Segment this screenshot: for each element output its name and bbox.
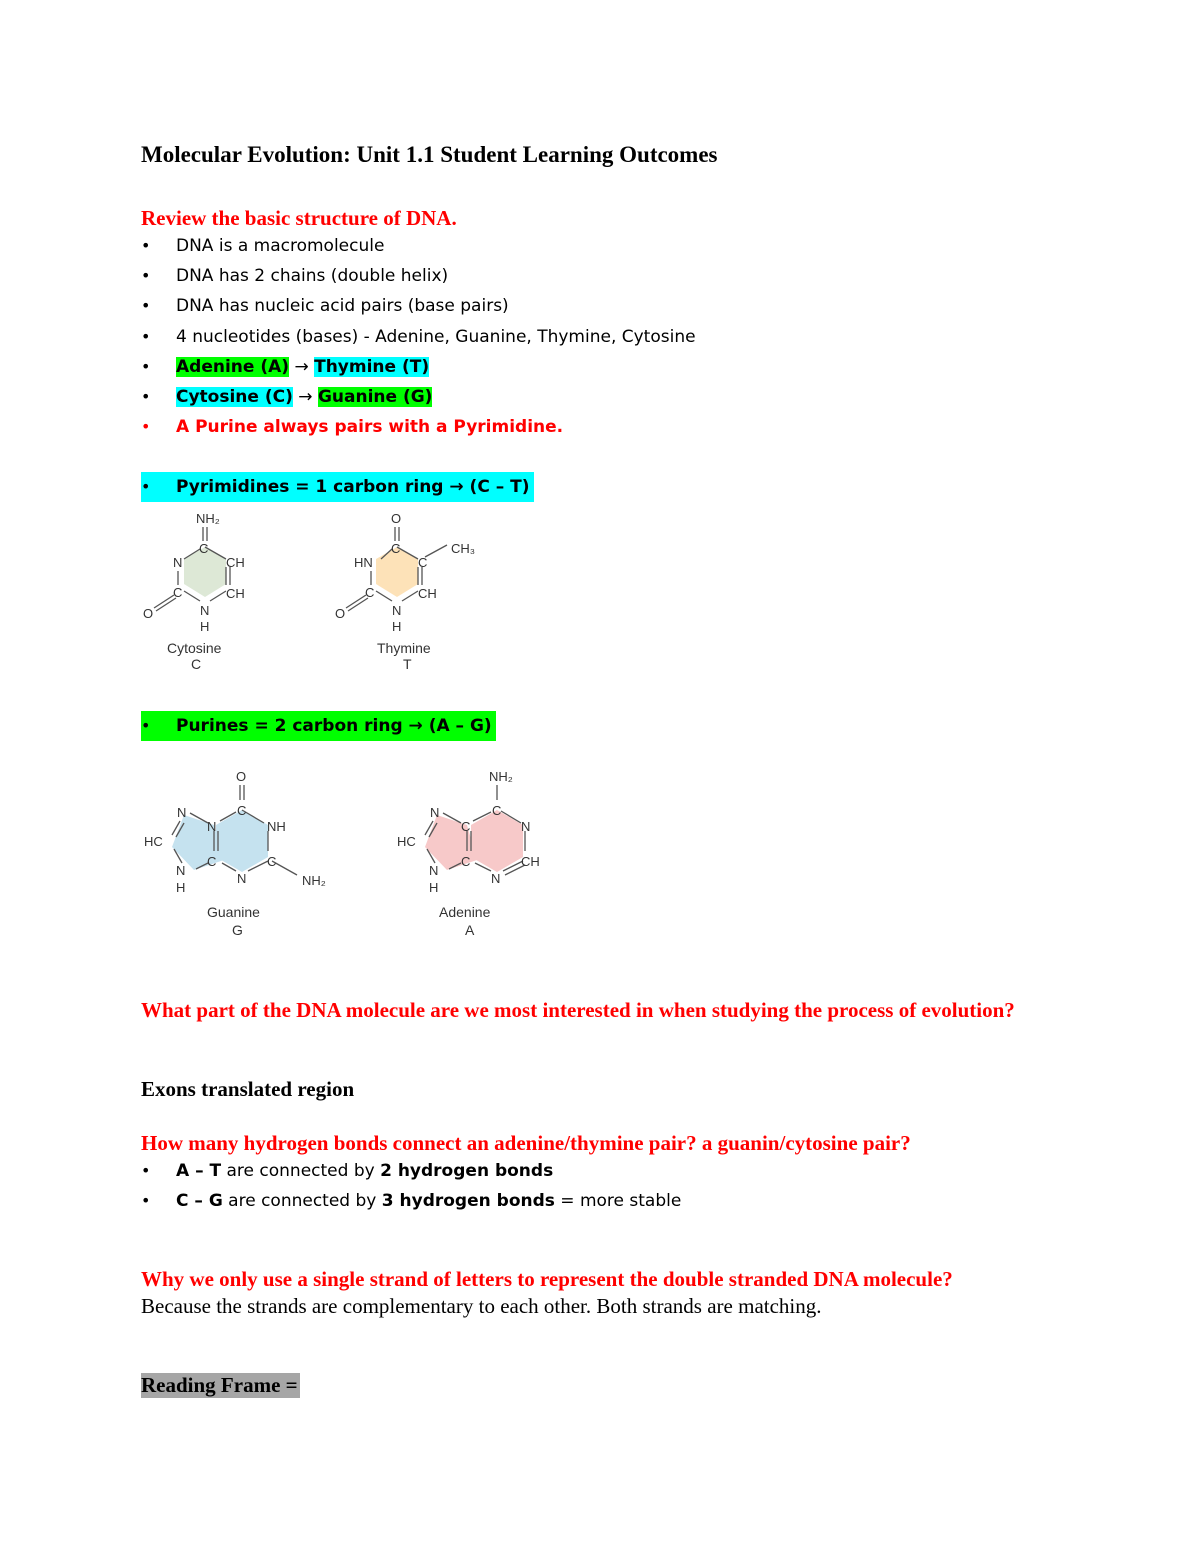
svg-text:C: C xyxy=(365,585,375,600)
svg-text:N: N xyxy=(200,603,210,618)
molecule-letter: T xyxy=(403,656,412,672)
list-item: • A – T are connected by 2 hydrogen bonds xyxy=(141,1156,681,1186)
purines-list xyxy=(141,711,496,741)
molecule-letter: C xyxy=(191,656,202,672)
hydrogen-bonds-list xyxy=(141,1156,681,1216)
svg-text:O: O xyxy=(236,769,247,784)
svg-text:N: N xyxy=(176,863,186,878)
svg-text:N: N xyxy=(207,819,217,834)
molecule-name: Adenine xyxy=(439,904,491,920)
answer-complementary: Because the strands are complementary to each other. Both strands are matching. xyxy=(141,1294,822,1318)
svg-text:H: H xyxy=(392,619,402,634)
svg-text:NH₂: NH₂ xyxy=(489,769,513,784)
bullet-icon: • xyxy=(141,477,151,496)
list-item-rule: • A Purine always pairs with a Pyrimidine. xyxy=(141,412,696,442)
molecule-letter: A xyxy=(465,922,475,938)
svg-text:N: N xyxy=(173,555,183,570)
molecule-name: Thymine xyxy=(377,640,431,656)
svg-text:C: C xyxy=(199,541,209,556)
question-single-strand: Why we only use a single strand of letters to represent the double stranded DNA molecule? xyxy=(141,1267,953,1291)
molecule-name: Guanine xyxy=(207,904,260,920)
bullet-icon: • xyxy=(141,417,151,437)
svg-text:H: H xyxy=(200,619,210,634)
svg-text:H: H xyxy=(429,880,439,895)
arrow-icon: → xyxy=(298,386,313,407)
svg-text:NH₂: NH₂ xyxy=(196,511,220,526)
svg-text:CH₃: CH₃ xyxy=(451,541,476,556)
bullet-icon: • xyxy=(141,236,151,255)
svg-text:O: O xyxy=(391,511,402,526)
svg-text:C: C xyxy=(418,555,428,570)
guanine-highlight: Guanine (G) xyxy=(317,386,433,407)
section-heading-dna-structure: Review the basic structure of DNA. xyxy=(141,206,457,230)
svg-text:NH₂: NH₂ xyxy=(302,873,326,888)
pyrimidines-list xyxy=(141,472,534,502)
list-item: • DNA has 2 chains (double helix) xyxy=(141,261,696,291)
svg-text:O: O xyxy=(335,606,346,621)
svg-text:C: C xyxy=(461,819,471,834)
svg-text:CH: CH xyxy=(226,555,245,570)
svg-text:N: N xyxy=(429,863,439,878)
question-evolution: What part of the DNA molecule are we most interested in when studying the process of evolution? xyxy=(141,998,1015,1022)
list-item: • DNA is a macromolecule xyxy=(141,231,696,261)
dna-structure-list xyxy=(141,231,696,442)
svg-text:C: C xyxy=(461,854,471,869)
adenine-highlight: Adenine (A) xyxy=(176,356,290,377)
question-hydrogen-bonds: How many hydrogen bonds connect an adenine/thymine pair? a guanin/cytosine pair? xyxy=(141,1131,911,1155)
cytosine-highlight: Cytosine (C) xyxy=(176,386,293,407)
list-item-pyrimidines: • Pyrimidines = 1 carbon ring → (C – T) xyxy=(141,472,534,502)
svg-text:CH: CH xyxy=(226,586,245,601)
svg-text:C: C xyxy=(492,803,502,818)
cytosine-structure xyxy=(138,505,268,675)
svg-text:N: N xyxy=(430,805,440,820)
svg-text:C: C xyxy=(207,854,217,869)
bullet-icon: • xyxy=(141,386,151,406)
svg-text:N: N xyxy=(392,603,402,618)
list-item-pair-cg xyxy=(141,382,696,412)
list-item-purines: • Purines = 2 carbon ring → (A – G) xyxy=(141,711,496,741)
bullet-icon: • xyxy=(141,326,151,346)
svg-text:CH: CH xyxy=(418,586,437,601)
svg-text:N: N xyxy=(491,871,501,886)
svg-text:NH: NH xyxy=(267,819,286,834)
svg-text:C: C xyxy=(391,541,401,556)
list-item: • 4 nucleotides (bases) - Adenine, Guanine, Thymine, Cytosine xyxy=(141,322,696,352)
list-item: • C – G are connected by 3 hydrogen bonds = more stable xyxy=(141,1186,681,1216)
molecule-letter: G xyxy=(232,922,243,938)
answer-exons: Exons translated region xyxy=(141,1077,355,1101)
thymine-structure xyxy=(335,505,495,675)
molecule-name: Cytosine xyxy=(167,640,222,656)
bullet-icon: • xyxy=(141,266,151,286)
svg-text:N: N xyxy=(177,805,187,820)
svg-text:HN: HN xyxy=(354,555,373,570)
bullet-icon: • xyxy=(141,356,151,376)
arrow-icon: → xyxy=(294,356,309,377)
svg-text:O: O xyxy=(143,606,154,621)
page-title: Molecular Evolution: Unit 1.1 Student Learning Outcomes xyxy=(141,142,718,167)
bullet-icon: • xyxy=(141,1161,151,1180)
thymine-highlight: Thymine (T) xyxy=(314,356,430,377)
svg-text:N: N xyxy=(237,871,247,886)
svg-text:H: H xyxy=(176,880,186,895)
svg-text:C: C xyxy=(267,854,277,869)
svg-text:N: N xyxy=(521,819,531,834)
svg-text:C: C xyxy=(173,585,183,600)
bullet-icon: • xyxy=(141,296,151,316)
svg-text:C: C xyxy=(237,803,247,818)
bullet-icon: • xyxy=(141,1191,151,1211)
bullet-icon: • xyxy=(141,716,151,735)
list-item-pair-at xyxy=(141,352,696,382)
svg-text:HC: HC xyxy=(397,834,416,849)
reading-frame-label: Reading Frame = xyxy=(141,1373,298,1397)
svg-text:HC: HC xyxy=(144,834,163,849)
guanine-structure xyxy=(142,765,352,945)
adenine-structure xyxy=(395,765,575,945)
list-item: • DNA has nucleic acid pairs (base pairs) xyxy=(141,291,696,321)
svg-text:CH: CH xyxy=(521,854,540,869)
